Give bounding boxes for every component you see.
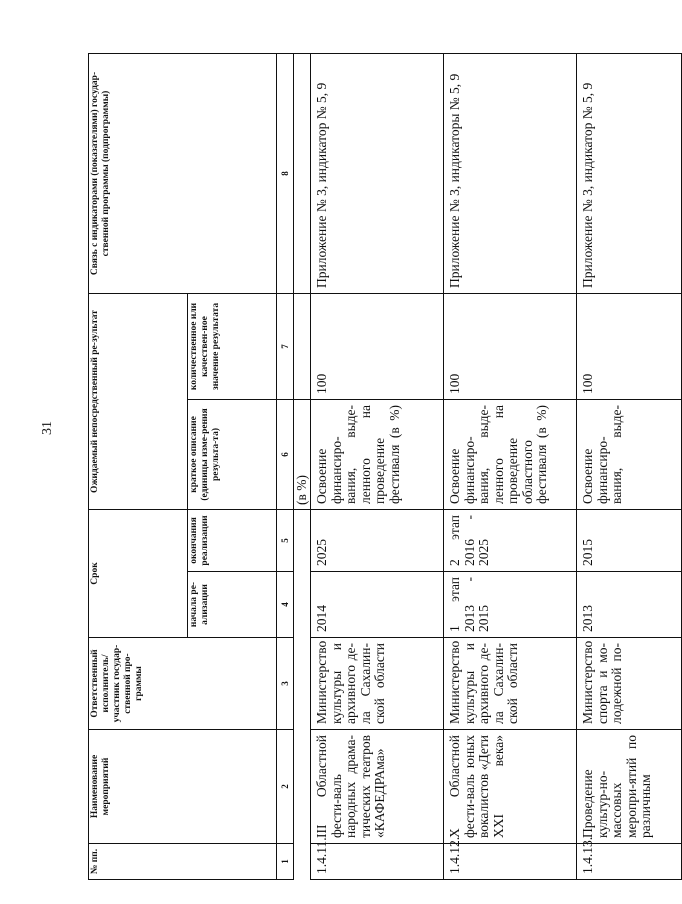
table-row bbox=[444, 54, 577, 880]
column-number: 1 bbox=[277, 844, 294, 880]
header-num: № пп. bbox=[89, 844, 277, 880]
column-number-row bbox=[277, 54, 294, 880]
row-name: III Областной фести-валь народных драма-тических театров «КАФЕДРАма» bbox=[311, 730, 444, 844]
row-end: 2025 bbox=[311, 510, 444, 572]
header-result-desc: краткое описание (единицы изме-рения результа-та) bbox=[188, 400, 277, 510]
row-num: 1.4.11. bbox=[311, 844, 444, 880]
table-frame bbox=[88, 54, 654, 880]
row-value: 100 bbox=[577, 294, 682, 400]
continuation-cell: (в %) bbox=[294, 400, 311, 510]
row-desc: Освоение финансиро-вания, выде-ленного на проведение фестиваля (в %) bbox=[311, 400, 444, 510]
row-name: X Областной фести-валь юных вокалистов «Дети XXI века» bbox=[444, 730, 577, 844]
row-num: 1.4.12. bbox=[444, 844, 577, 880]
table-row bbox=[577, 54, 682, 880]
row-link: Приложение № 3, индикатор № 5, 9 bbox=[577, 54, 682, 294]
row-link: Приложение № 3, индикатор № 5, 9 bbox=[311, 54, 444, 294]
row-desc: Освоение финансиро-вания, выде-ленного на проведение областного фестиваля (в %) bbox=[444, 400, 577, 510]
column-number: 8 bbox=[277, 54, 294, 294]
row-start: 2013 bbox=[577, 572, 682, 638]
column-number: 6 bbox=[277, 400, 294, 510]
column-number: 5 bbox=[277, 510, 294, 572]
activities-table bbox=[88, 53, 682, 880]
header-name: Наименование мероприятий bbox=[89, 730, 277, 844]
row-executor: Министерство культуры и архивного де-ла Сахалин-ской области bbox=[444, 638, 577, 730]
header-result-value: количественное или качествен-ное значение результата bbox=[188, 294, 277, 400]
column-number: 2 bbox=[277, 730, 294, 844]
header-term-end: окончания реализации bbox=[188, 510, 277, 572]
row-end: 2015 bbox=[577, 510, 682, 572]
continuation-row bbox=[294, 54, 311, 880]
table-row bbox=[311, 54, 444, 880]
row-executor: Министерство спорта и мо-лодежной по- bbox=[577, 638, 682, 730]
header-executor: Ответственный исполнитель/ участник государ-ственной про-граммы bbox=[89, 638, 277, 730]
page-number: 31 bbox=[40, 421, 55, 435]
column-number: 3 bbox=[277, 638, 294, 730]
column-number: 4 bbox=[277, 572, 294, 638]
row-start: 2014 bbox=[311, 572, 444, 638]
header-result: Ожидаемый непосредственный ре-зультат bbox=[89, 294, 188, 510]
rotated-page-content bbox=[88, 54, 654, 880]
header-term: Срок bbox=[89, 510, 188, 638]
row-start: 1 этап 2013 - 2015 bbox=[444, 572, 577, 638]
row-name: Проведение культур-но-массовых меропри-ятий по различным bbox=[577, 730, 682, 844]
row-value: 100 bbox=[311, 294, 444, 400]
header-term-start: начала ре-ализации bbox=[188, 572, 277, 638]
header-link: Связь с индикаторами (показателями) государ-ственной программы (подпрограммы) bbox=[89, 54, 277, 294]
row-link: Приложение № 3, индикаторы № 5, 9 bbox=[444, 54, 577, 294]
row-value: 100 bbox=[444, 294, 577, 400]
row-desc: Освоение финансиро-вания, выде- bbox=[577, 400, 682, 510]
column-number: 7 bbox=[277, 294, 294, 400]
row-num: 1.4.13. bbox=[577, 844, 682, 880]
header-row-main bbox=[89, 54, 188, 880]
row-end: 2 этап 2016 - 2025 bbox=[444, 510, 577, 572]
row-executor: Министерство культуры и архивного де-ла Сахалин-ской области bbox=[311, 638, 444, 730]
